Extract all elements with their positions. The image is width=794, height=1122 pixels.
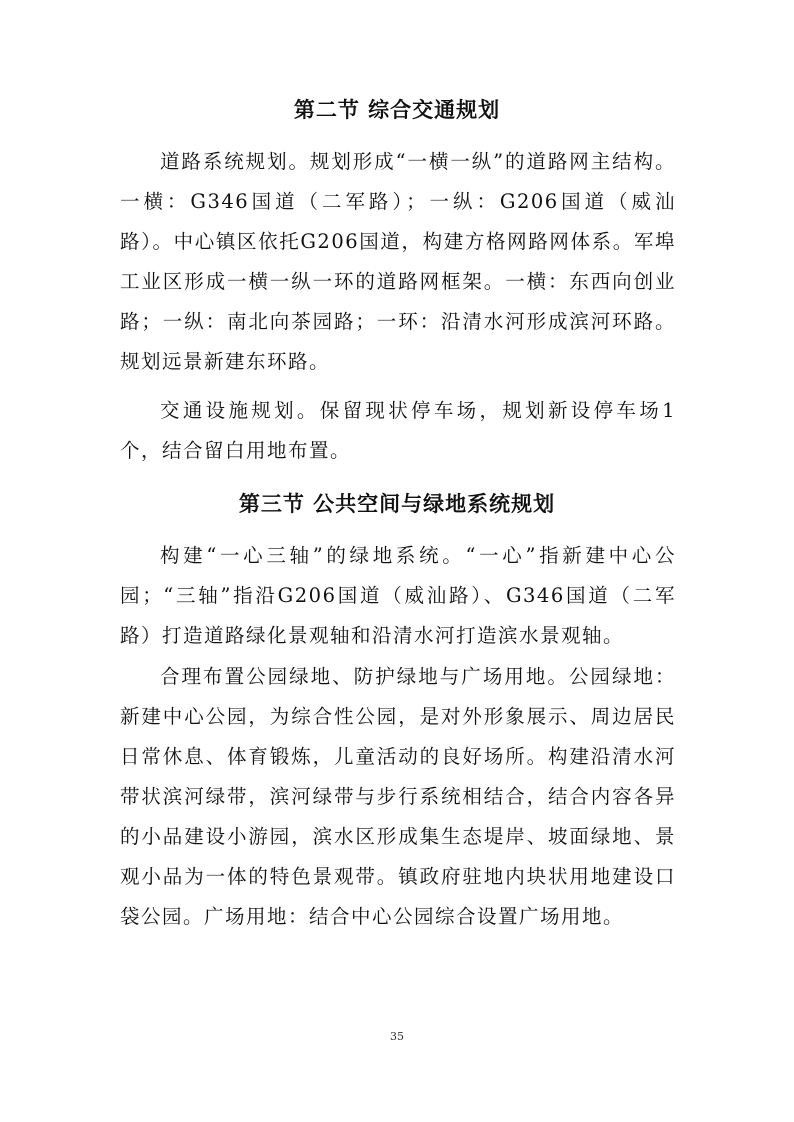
- paragraph-green-system: 构建“一心三轴”的绿地系统。“一心”指新建中心公园；“三轴”指沿G206国道（威汕路）、G346国道（二军路）打造道路绿化景观轴和沿清水河打造滨水景观轴。: [120, 544, 676, 647]
- section-heading-green-space: 第三节 公共空间与绿地系统规划: [238, 492, 556, 516]
- section-heading-transport: 第二节 综合交通规划: [293, 98, 501, 122]
- paragraph-traffic-facilities: 交通设施规划。保留现状停车场，规划新设停车场1个，结合留白用地布置。: [120, 399, 676, 462]
- paragraph-park-layout: 合理布置公园绿地、防护绿地与广场用地。公园绿地：新建中心公园，为综合性公园，是对外形象展示、周边居民日常休息、体育锻炼，儿童活动的良好场所。构建沿清水河带状滨河绿带，滨河绿带与步行系统相结合，结合内容各异的小品建设小游园，滨水区形成集生态堤岸、坡面绿地、景观小品为一体的特色景观带。镇政府驻地内块状用地建设口袋公园。广场用地：结合中心公园综合设置广场用地。: [120, 665, 676, 928]
- page-number: 35: [390, 1030, 404, 1043]
- paragraph-road-system: 道路系统规划。规划形成“一横一纵”的道路网主结构。一横：G346国道（二军路）；一纵：G206国道（威汕路）。中心镇区依托G206国道，构建方格网路网体系。军埠工业区形成一横一纵一环的道路网框架。一横：东西向创业路；一纵：南北向茶园路；一环：沿清水河形成滨河环路。规划远景新建东环路。: [120, 150, 676, 373]
